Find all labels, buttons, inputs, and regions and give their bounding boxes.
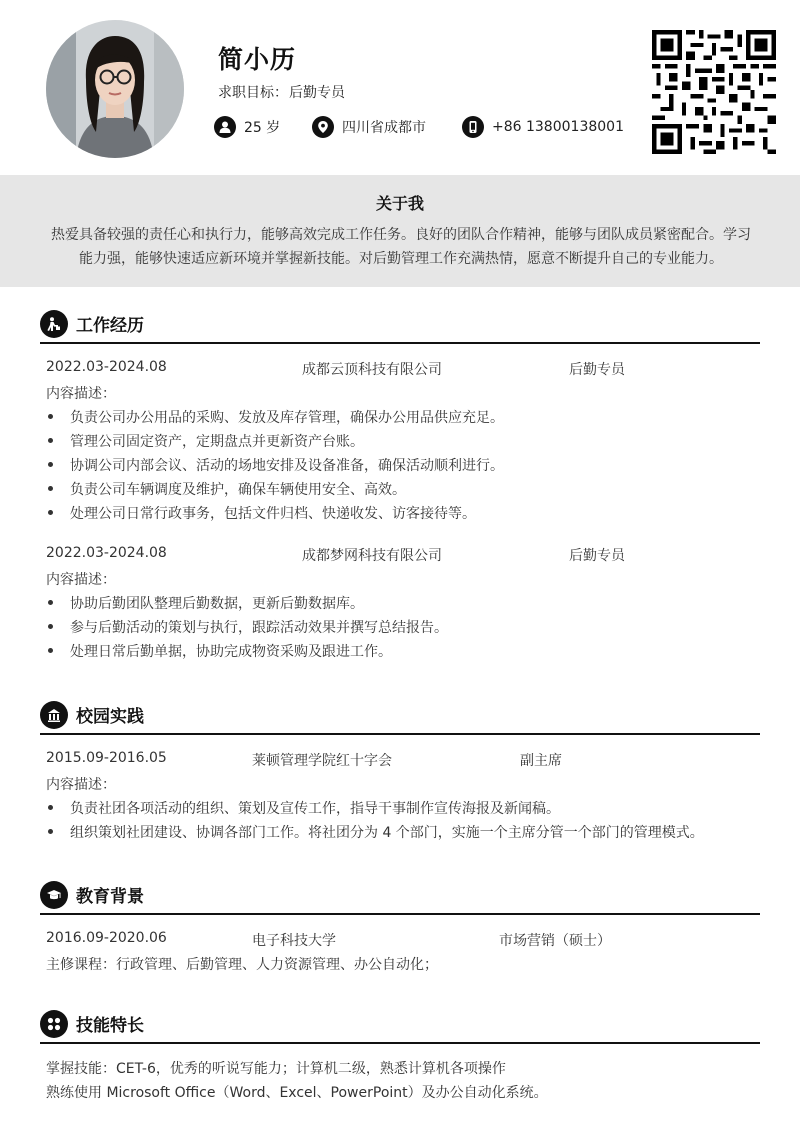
campus-role: 副主席 [520, 753, 562, 769]
list-item: 负责公司车辆调度及维护，确保车辆使用安全、高效。 [46, 479, 382, 499]
phone-icon [462, 116, 484, 138]
briefcase-icon [40, 310, 68, 338]
job2-role: 后勤专员 [569, 548, 625, 564]
campus-section-header [40, 701, 760, 735]
list-item: 处理日常后勤单据，协助完成物资采购及跟进工作。 [46, 641, 368, 661]
age-item [214, 114, 280, 140]
job2-desc-label: 内容描述： [46, 572, 116, 588]
campus-org: 莱顿管理学院红十字会 [252, 753, 392, 769]
location-pin-icon [312, 116, 334, 138]
candidate-name: 简小历 [218, 45, 297, 74]
education-section-header [40, 881, 760, 915]
job1-company: 成都云顶科技有限公司 [302, 362, 442, 378]
education-major: 市场营销（硕士） [499, 933, 611, 949]
skills-section-header [40, 1010, 760, 1044]
about-text: 热爱具备较强的责任心和执行力，能够高效完成工作任务。良好的团队合作精神，能够与团队成员紧密配合。学习能力强，能够快速适应新环境并掌握新技能。对后勤管理工作充满热情，愿意不断提升自己的专业能力。 [51, 227, 751, 267]
job2-company: 成都梦网科技有限公司 [302, 548, 442, 564]
list-item: 参与后勤活动的策划与执行，跟踪活动效果并撰写总结报告。 [46, 617, 424, 637]
job1-desc-label: 内容描述： [46, 386, 116, 402]
education-section-title: 教育背景 [76, 887, 144, 907]
building-icon [40, 701, 68, 729]
avatar [46, 20, 184, 158]
about-section [0, 175, 800, 287]
objective-label: 求职目标： [218, 85, 288, 101]
phone-text: +86 13800138001 [492, 119, 624, 135]
list-item: 协助后勤团队整理后勤数据，更新后勤数据库。 [46, 593, 340, 613]
job-objective [218, 82, 345, 102]
education-courses: 主修课程：行政管理、后勤管理、人力资源管理、办公自动化； [46, 957, 438, 973]
education-period: 2016.09-2020.06 [46, 930, 167, 946]
location-text: 四川省成都市 [342, 120, 426, 136]
qr-code [652, 30, 776, 154]
campus-section-title: 校园实践 [76, 707, 144, 727]
user-icon [214, 116, 236, 138]
list-item: 协调公司内部会议、活动的场地安排及设备准备，确保活动顺利进行。 [46, 455, 480, 475]
job2-period: 2022.03-2024.08 [46, 545, 167, 561]
work-section-header [40, 310, 760, 344]
list-item: 负责公司办公用品的采购、发放及库存管理，确保办公用品供应充足。 [46, 407, 480, 427]
objective-value: 后勤专员 [289, 85, 345, 101]
avatar-photo [46, 20, 184, 158]
phone-item [462, 114, 624, 140]
about-title: 关于我 [375, 194, 424, 213]
graduation-cap-icon [40, 881, 68, 909]
work-section-title: 工作经历 [76, 316, 144, 336]
skills-section-title: 技能特长 [76, 1016, 144, 1036]
list-item: 组织策划社团建设、协调各部门工作。将社团分为 4 个部门，实施一个主席分管一个部门的管理模式。 [46, 822, 680, 842]
job1-period: 2022.03-2024.08 [46, 359, 167, 375]
grid-dots-icon [40, 1010, 68, 1038]
skills-line-1: 掌握技能：CET-6，优秀的听说写能力；计算机二级，熟悉计算机各项操作 [46, 1061, 506, 1077]
campus-desc-label: 内容描述： [46, 777, 116, 793]
skills-line-2: 熟练使用 Microsoft Office（Word、Excel、PowerPoint）及办公自动化系统。 [46, 1085, 548, 1101]
job1-role: 后勤专员 [569, 362, 625, 378]
campus-period: 2015.09-2016.05 [46, 750, 167, 766]
education-school: 电子科技大学 [252, 933, 336, 949]
list-item: 管理公司固定资产，定期盘点并更新资产台账。 [46, 431, 340, 451]
list-item: 负责社团各项活动的组织、策划及宣传工作，指导干事制作宣传海报及新闻稿。 [46, 798, 536, 818]
resume-header [0, 0, 800, 175]
age-text: 25 岁 [244, 120, 281, 136]
list-item: 处理公司日常行政事务，包括文件归档、快递收发、访客接待等。 [46, 503, 452, 523]
location-item [312, 114, 426, 140]
